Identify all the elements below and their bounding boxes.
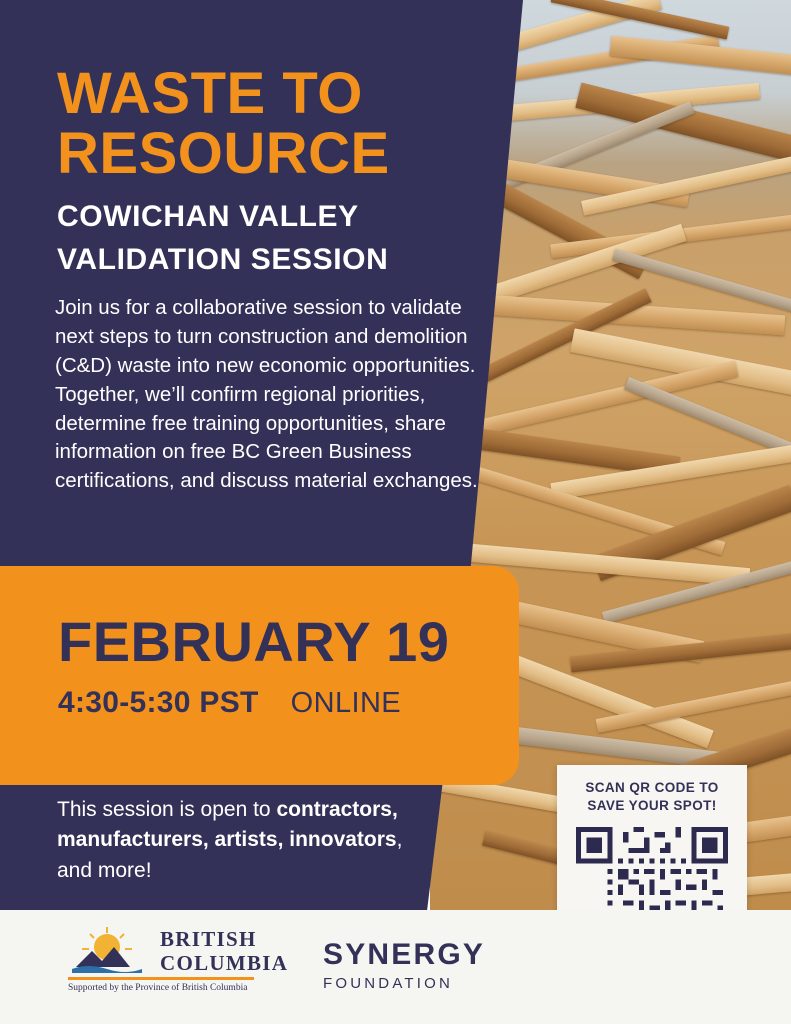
subtitle-line-2: VALIDATION SESSION	[57, 242, 389, 276]
synergy-logo-line-1: SYNERGY	[323, 938, 486, 971]
qr-title-line-1: SCAN QR CODE TO	[585, 780, 719, 795]
audience-prefix: This session is open to	[57, 798, 277, 821]
bc-logo-line-1: BRITISH	[160, 927, 257, 951]
page-title: WASTE TO RESOURCE	[57, 61, 390, 186]
description-text: Join us for a collaborative session to validate next steps to turn construction and demolition (C&D) waste into new economic opportunities. Together, we’ll confirm regional priorities, determine free training opportunities, share information on free BC Green Business certifications, and discuss material exchanges.	[55, 296, 478, 493]
event-location: ONLINE	[290, 687, 402, 719]
subtitle-line-1: COWICHAN VALLEY	[57, 200, 359, 233]
audience-suffix: , and more!	[57, 828, 403, 882]
qr-card-title	[557, 779, 747, 815]
orange-date-band	[0, 566, 519, 785]
event-time: 4:30-5:30 PST	[58, 686, 259, 719]
qr-title-line-2: SAVE YOUR SPOT!	[587, 798, 717, 814]
synergy-logo-line-2: FOUNDATION	[323, 975, 454, 992]
synergy-foundation-logo	[323, 938, 485, 992]
event-time-row	[58, 686, 401, 720]
bc-logo-caption: Supported by the Province of British Columbia	[68, 983, 248, 993]
audience-highlight: contractors, manufacturers, artists, innovators	[57, 798, 398, 852]
bc-logo-text	[160, 928, 288, 975]
bc-sun-mountain-icon	[68, 925, 146, 973]
audience-text	[57, 795, 427, 886]
bc-government-logo	[68, 925, 328, 997]
bc-logo-line-2: COLUMBIA	[160, 950, 289, 975]
subtitle	[57, 196, 487, 281]
event-date: FEBRUARY 19	[58, 610, 450, 673]
bc-logo-rule	[68, 977, 254, 980]
